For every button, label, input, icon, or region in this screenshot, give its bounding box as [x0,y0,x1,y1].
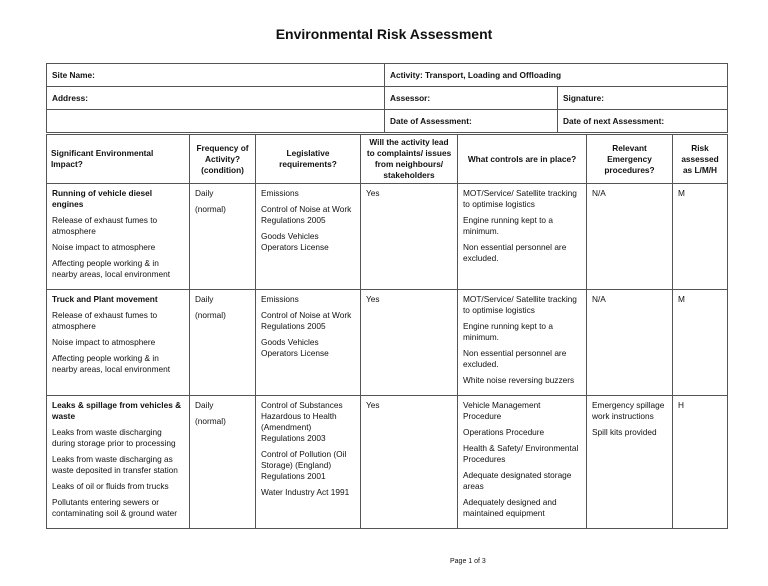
cell-text: Emissions [261,188,299,198]
cell-text: Daily [195,188,214,198]
column-header: What controls are in place? [458,135,587,184]
date-of-next-assessment-field[interactable]: Date of next Assessment: [558,110,728,133]
cell-text: Daily [195,400,214,410]
complaints-cell [361,290,458,396]
cell-text: N/A [592,188,606,198]
column-header: Legislative requirements? [256,135,361,184]
cell-text: Noise impact to atmosphere [52,242,156,252]
cell-text: Noise impact to atmosphere [52,337,156,347]
cell-text: Water Industry Act 1991 [261,487,350,497]
activity-field: Activity: Transport, Loading and Offloading [385,64,728,87]
assessor-field[interactable]: Assessor: [385,87,558,110]
column-header: Frequency of Activity? (condition) [190,135,256,184]
assessment-details-table [46,63,728,133]
cell-text: Yes [366,400,380,410]
cell-text: Emergency spillage work instructions [592,400,665,421]
cell-text: Yes [366,188,380,198]
cell-text: Leaks & spillage from vehicles & waste [52,400,182,421]
cell-text: Control of Substances Hazardous to Health (Amendment) Regulations 2003 [261,400,343,443]
controls-cell [458,396,587,529]
cell-text: Truck and Plant movement [52,294,158,304]
cell-text: Goods Vehicles Operators License [261,231,329,252]
empty-cell [47,110,385,133]
risk-cell [673,184,728,290]
risk-table [46,134,728,529]
frequency-cell [190,184,256,290]
cell-text: MOT/Service/ Satellite tracking to optimise logistics [463,294,577,315]
impact-cell [47,396,190,529]
cell-text: (normal) [195,204,226,214]
cell-text: Yes [366,294,380,304]
cell-text: M [678,294,685,304]
column-header: Risk assessed as L/M/H [673,135,728,184]
table-row [47,184,728,290]
table-row [47,396,728,529]
legislation-cell [256,184,361,290]
cell-text: Non essential personnel are excluded. [463,348,567,369]
cell-text: (normal) [195,310,226,320]
cell-text: Control of Noise at Work Regulations 2005 [261,204,352,225]
emergency-cell [587,184,673,290]
cell-text: Spill kits provided [592,427,657,437]
cell-text: Affecting people working & in nearby areas, local environment [52,353,171,374]
cell-text: Control of Pollution (Oil Storage) (England) Regulations 2001 [261,449,347,481]
address-field[interactable]: Address: [47,87,385,110]
cell-text: Adequately designed and maintained equipment [463,497,557,518]
cell-text: Leaks of oil or fluids from trucks [52,481,169,491]
table-header-row [47,135,728,184]
controls-cell [458,184,587,290]
cell-text: M [678,188,685,198]
cell-text: Release of exhaust fumes to atmosphere [52,215,158,236]
page-number: Page 1 of 3 [450,558,486,565]
cell-text: Health & Safety/ Environmental Procedures [463,443,579,464]
impact-cell [47,290,190,396]
cell-text: MOT/Service/ Satellite tracking to optimise logistics [463,188,577,209]
table-row [47,290,728,396]
cell-text: (normal) [195,416,226,426]
column-header: Significant Environmental Impact? [47,135,190,184]
cell-text: Engine running kept to a minimum. [463,321,553,342]
cell-text: Emissions [261,294,299,304]
cell-text: Adequate designated storage areas [463,470,572,491]
emergency-cell [587,290,673,396]
cell-text: Affecting people working & in nearby areas, local environment [52,258,171,279]
complaints-cell [361,184,458,290]
controls-cell [458,290,587,396]
cell-text: Vehicle Management Procedure [463,400,541,421]
cell-text: Pollutants entering sewers or contaminating soil & ground water [52,497,177,518]
cell-text: Leaks from waste discharging as waste deposited in transfer station [52,454,178,475]
emergency-cell [587,396,673,529]
risk-cell [673,290,728,396]
complaints-cell [361,396,458,529]
cell-text: Non essential personnel are excluded. [463,242,567,263]
cell-text: Release of exhaust fumes to atmosphere [52,310,158,331]
column-header: Will the activity lead to complaints/ issues from neighbours/ stakeholders [361,135,458,184]
cell-text: Leaks from waste discharging during storage prior to processing [52,427,176,448]
document-title: Environmental Risk Assessment [275,26,493,42]
cell-text: N/A [592,294,606,304]
cell-text: Engine running kept to a minimum. [463,215,553,236]
column-header: Relevant Emergency procedures? [587,135,673,184]
cell-text: Operations Procedure [463,427,545,437]
impact-cell [47,184,190,290]
cell-text: H [678,400,684,410]
frequency-cell [190,290,256,396]
date-of-assessment-field[interactable]: Date of Assessment: [385,110,558,133]
site-name-field[interactable]: Site Name: [47,64,385,87]
legislation-cell [256,290,361,396]
cell-text: Running of vehicle diesel engines [52,188,153,209]
risk-cell [673,396,728,529]
cell-text: Daily [195,294,214,304]
cell-text: Goods Vehicles Operators License [261,337,329,358]
cell-text: White noise reversing buzzers [463,375,575,385]
frequency-cell [190,396,256,529]
legislation-cell [256,396,361,529]
cell-text: Control of Noise at Work Regulations 2005 [261,310,352,331]
document-body [46,63,727,586]
signature-field[interactable]: Signature: [558,87,728,110]
